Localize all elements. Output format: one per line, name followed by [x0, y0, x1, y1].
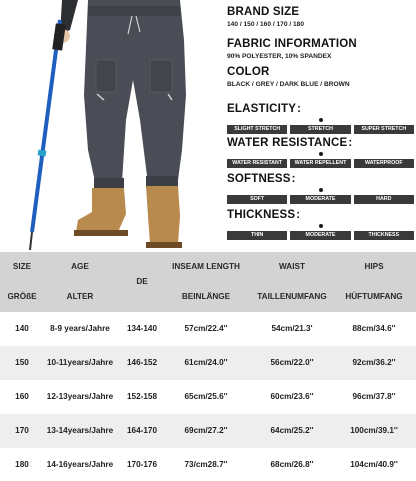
water-level-resistant: WATER RESISTANT: [227, 159, 287, 168]
thickness-indicator-dot: [319, 224, 323, 228]
cell-de: 170-176: [126, 460, 158, 469]
product-info-panel: [222, 0, 416, 252]
cell-waist: 60cm/23.6'': [270, 392, 314, 401]
header-de: DE: [136, 277, 148, 286]
cell-inseam: 69cm/27.2'': [184, 426, 228, 435]
water-resistance-indicator-dot: [319, 152, 323, 156]
fabric-block: [227, 38, 357, 61]
thickness-level-thickness: THICKNESS: [354, 231, 414, 240]
water-level-waterproof: WATERPROOF: [354, 159, 414, 168]
cell-inseam: 61cm/24.0'': [184, 358, 228, 367]
cell-de: 134-140: [126, 324, 158, 333]
cell-size: 140: [15, 324, 29, 333]
size-chart-header: [0, 252, 416, 312]
cell-de: 146-152: [126, 358, 158, 367]
elasticity-level-super-stretch: SUPER STRETCH: [354, 125, 414, 134]
header-hips: HIPS: [364, 262, 384, 271]
cell-inseam: 57cm/22.4'': [184, 324, 228, 333]
water-resistance-title: WATER RESISTANCE: [227, 137, 348, 149]
table-row: [0, 380, 416, 414]
softness-title: SOFTNESS: [227, 173, 291, 185]
softness-track: [227, 188, 414, 194]
cell-size: 160: [15, 392, 29, 401]
thickness-scale: [227, 208, 414, 240]
cell-age: 14-16years/Jahre: [46, 460, 114, 469]
cell-hips: 100cm/39.1'': [350, 426, 398, 435]
header-size: SIZE: [12, 262, 32, 271]
header-age: AGE: [71, 262, 89, 271]
header-waist: WAIST: [279, 262, 305, 271]
header-waist-de: TAILLENUMFANG: [257, 292, 327, 301]
cell-waist: 68cm/26.8'': [270, 460, 314, 469]
cell-size: 180: [15, 460, 29, 469]
cell-age: 8-9 years/Jahre: [50, 324, 110, 333]
model-wearing-pants-illustration: [0, 0, 220, 252]
cell-waist: 56cm/22.0'': [270, 358, 314, 367]
water-resistance-colon: :: [348, 137, 353, 149]
softness-indicator-dot: [319, 188, 323, 192]
color-options: BLACK / GREY / DARK BLUE / BROWN: [227, 81, 350, 88]
cell-hips: 104cm/40.9'': [350, 460, 398, 469]
elasticity-title: ELASTICITY: [227, 103, 297, 115]
thickness-level-moderate: MODERATE: [290, 231, 350, 240]
cell-age: 12-13years/Jahre: [46, 392, 114, 401]
cell-size: 150: [15, 358, 29, 367]
softness-level-soft: SOFT: [227, 195, 287, 204]
water-resistance-scale: [227, 136, 414, 168]
thickness-track: [227, 224, 414, 230]
cell-de: 152-158: [126, 392, 158, 401]
color-title: COLOR: [227, 66, 270, 78]
header-size-de: GRÖßE: [7, 292, 37, 301]
elasticity-colon: :: [297, 103, 302, 115]
elasticity-scale: [227, 102, 414, 134]
thickness-colon: :: [296, 209, 301, 221]
cell-waist: 64cm/25.2'': [270, 426, 314, 435]
softness-colon: :: [291, 173, 296, 185]
brand-size-title: BRAND SIZE: [227, 6, 300, 18]
fabric-title: FABRIC INFORMATION: [227, 38, 357, 50]
table-row: [0, 312, 416, 346]
cell-age: 10-11years/Jahre: [46, 358, 113, 367]
header-hips-de: HÜFTUMFANG: [345, 292, 403, 301]
elasticity-level-slight-stretch: SLIGHT STRETCH: [227, 125, 287, 134]
cell-age: 13-14years/Jahre: [46, 426, 114, 435]
header-inseam-de: BEINLÄNGE: [181, 292, 231, 301]
cell-inseam: 73/cm28.7'': [184, 460, 228, 469]
color-block: [227, 66, 350, 89]
size-chart-table: [0, 252, 416, 481]
brand-size-values: 140 / 150 / 160 / 170 / 180: [227, 21, 304, 28]
softness-scale: [227, 172, 414, 204]
table-row: [0, 346, 416, 380]
water-resistance-track: [227, 152, 414, 158]
thickness-title: THICKNESS: [227, 209, 296, 221]
cell-waist: 54cm/21.3': [271, 324, 313, 333]
cell-hips: 92cm/36.2'': [352, 358, 396, 367]
elasticity-level-stretch: STRETCH: [290, 125, 350, 134]
cell-size: 170: [15, 426, 29, 435]
softness-level-moderate: MODERATE: [290, 195, 350, 204]
cell-de: 164-170: [126, 426, 158, 435]
table-row: [0, 414, 416, 448]
water-level-repellent: WATER REPELLENT: [290, 159, 350, 168]
cell-hips: 88cm/34.6'': [352, 324, 396, 333]
cell-inseam: 65cm/25.6'': [184, 392, 228, 401]
header-inseam: INSEAM LENGTH: [172, 262, 240, 271]
table-row: [0, 448, 416, 481]
brand-size-block: [227, 6, 304, 29]
thickness-level-thin: THIN: [227, 231, 287, 240]
product-photo: [0, 0, 220, 252]
cell-hips: 96cm/37.8'': [352, 392, 396, 401]
elasticity-indicator-dot: [319, 118, 323, 122]
fabric-detail: 90% POLYESTER, 10% SPANDEX: [227, 53, 332, 60]
header-age-de: ALTER: [66, 292, 94, 301]
softness-level-hard: HARD: [354, 195, 414, 204]
elasticity-track: [227, 118, 414, 124]
